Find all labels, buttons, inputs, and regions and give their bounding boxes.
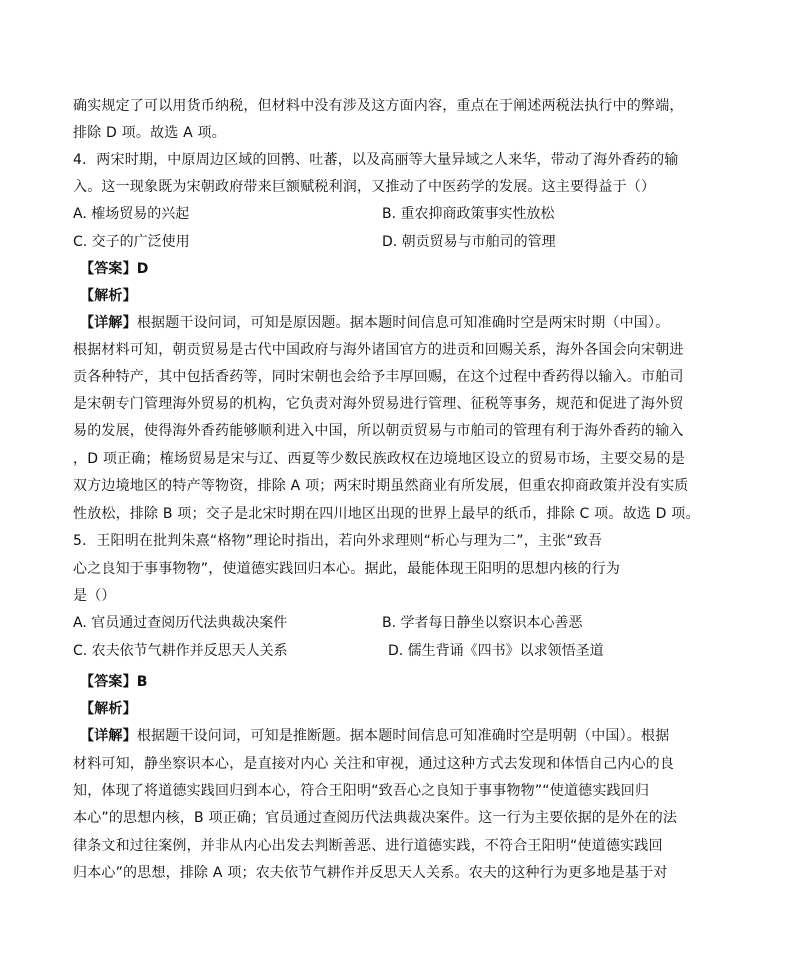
q4-detail-text: 双方边境地区的特产等物资，排除 A 项；两宋时期虽然商业有所发展，但重农抑商政策并没有实质 — [73, 478, 689, 494]
q5-detail-text: 归本心”的思想，排除 A 项；农夫依节气耕作并反思天人关系。农夫的这种行为更多地是基于对 — [73, 865, 668, 881]
q4-detail-text: 贡各种特产，其中包括香药等，同时宋朝也会给予丰厚回赐，在这个过程中香药得以输入。市舶司 — [73, 369, 684, 385]
q5-analysis-label: 【解析】 — [80, 701, 137, 717]
question-5-stem: 是（） — [73, 588, 116, 604]
q5-detail-text: 律条文和过往案例，并非从内心出发去判断善恶、进行道德实践，不符合王阳明“使道德实践回 — [73, 838, 663, 854]
q5-answer: 【答案】B — [80, 674, 148, 690]
q4-option-b: B. 重农抑商政策事实性放松 — [382, 206, 555, 222]
q4-detail-text: 根据题干设问词，可知是原因题。据本题时间信息可知准确时空是两宋时期（中国）。 — [136, 315, 670, 331]
q5-option-a: A. 官员通过查阅历代法典裁决案件 — [73, 615, 288, 631]
q5-option-b: B. 学者每日静坐以察识本心善恶 — [382, 615, 583, 631]
q5-option-c: C. 农夫依节气耕作并反思天人关系 — [73, 643, 288, 659]
q5-detail-label: 【详解】 — [80, 728, 137, 744]
q4-analysis-label: 【解析】 — [80, 288, 137, 304]
q4-detail-text: 是宋朝专门管理海外贸易的机构，它负责对海外贸易进行管理、征税等事务，规范和促进了海外贸 — [73, 396, 684, 412]
question-5-stem: 5．王阳明在批判朱熹“格物”理论时指出，若向外求理则“析心与理为二”，主张“致吾 — [73, 533, 603, 549]
q5-option-d: D. 儒生背诵《四书》以求领悟圣道 — [388, 643, 604, 659]
q4-detail-text: 易的发展，使得海外香药能够顺利进入中国，所以朝贡贸易与市舶司的管理有利于海外香药的输入 — [73, 423, 684, 439]
question-5-stem: 心之良知于事事物物”，使道德实践回归本心。据此，最能体现王阳明的思想内核的行为 — [73, 561, 621, 577]
prev-answer-text: 确实规定了可以用货币纳税，但材料中没有涉及这方面内容，重点在于阐述两税法执行中的弊端， — [73, 98, 684, 114]
question-4-stem: 4．两宋时期，中原周边区域的回鹘、吐蕃，以及高丽等大量异域之人来华，带动了海外香药的输 — [73, 152, 679, 168]
q5-detail-line — [80, 726, 669, 746]
q5-detail-text: 根据题干设问词，可知是推断题。据本题时间信息可知准确时空是明朝（中国）。根据 — [136, 728, 670, 744]
q5-detail-text: 材料可知，静坐察识本心，是直接对内心 关注和审视，通过这种方式去发现和体悟自己内心的良 — [73, 756, 675, 772]
q4-option-a: A. 榷场贸易的兴起 — [73, 206, 190, 222]
q4-option-c: C. 交子的广泛使用 — [73, 234, 190, 250]
q4-detail-text: ，D 项正确；榷场贸易是宋与辽、西夏等少数民族政权在边境地区设立的贸易市场，主要交易的是 — [73, 451, 686, 467]
q4-detail-text: 根据材料可知，朝贡贸易是古代中国政府与海外诸国官方的进贡和回赐关系，海外各国会向宋朝进 — [73, 342, 684, 358]
question-4-stem: 入。这一现象既为宋朝政府带来巨额赋税利润，又推动了中医药学的发展。这主要得益于（） — [73, 179, 656, 195]
q5-detail-text: 知，体现了将道德实践回归到本心，符合王阳明“致吾心之良知于事事物物”“使道德实践回归 — [73, 783, 650, 799]
prev-answer-text: 排除 D 项。故选 A 项。 — [73, 125, 226, 141]
q4-detail-label: 【详解】 — [80, 315, 137, 331]
q4-answer: 【答案】D — [80, 261, 149, 277]
q5-detail-text: 本心”的思想内核，B 项正确；官员通过查阅历代法典裁决案件。这一行为主要依据的是外在的法 — [73, 810, 678, 826]
q4-option-d: D. 朝贡贸易与市舶司的管理 — [382, 234, 556, 250]
q4-detail-text: 性放松，排除 B 项；交子是北宋时期在四川地区出现的世界上最早的纸币，排除 C 项。故选 D 项。 — [73, 506, 700, 522]
q4-detail-line — [80, 313, 669, 333]
